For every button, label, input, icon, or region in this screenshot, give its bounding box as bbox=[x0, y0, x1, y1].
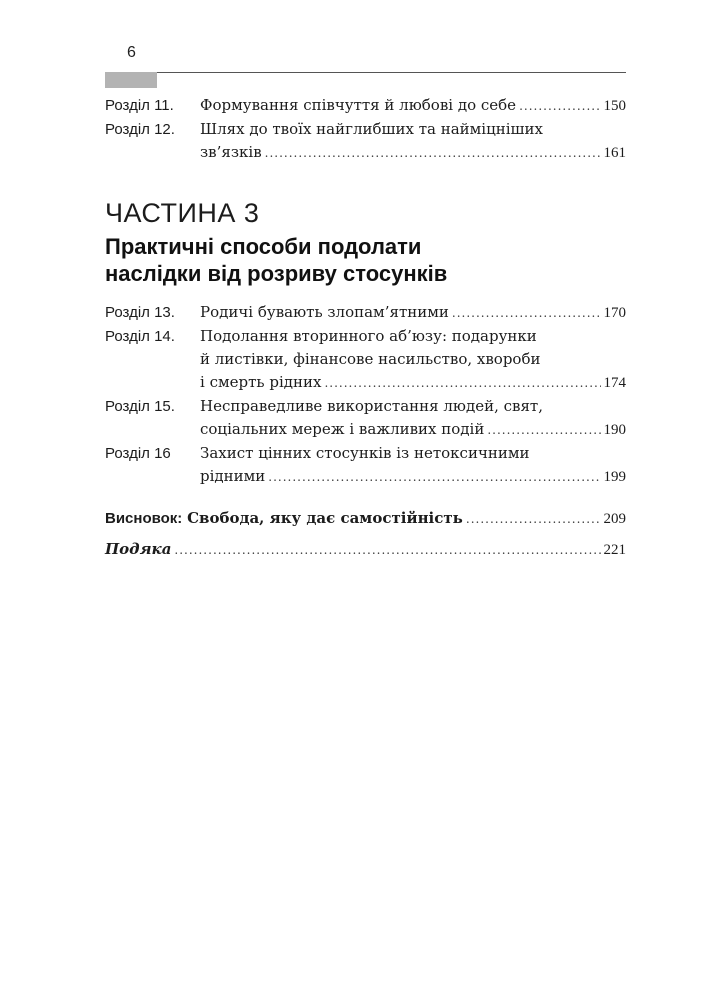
chapter-number: Розділ 15. bbox=[105, 398, 175, 415]
chapter-title-line: Подолання вторинного аб’юзу: подарунки bbox=[200, 327, 537, 345]
toc-entry-chapter-13[interactable] bbox=[105, 301, 626, 325]
toc-section-top bbox=[105, 94, 626, 165]
conclusion-label: Висновок: bbox=[105, 510, 183, 527]
dot-leader bbox=[487, 419, 600, 442]
toc-entry-chapter-11[interactable] bbox=[105, 94, 626, 118]
toc-entry-chapter-15[interactable] bbox=[105, 395, 626, 442]
chapter-number: Розділ 13. bbox=[105, 304, 175, 321]
toc-entry-thanks[interactable] bbox=[105, 538, 626, 562]
chapter-number: Розділ 12. bbox=[105, 121, 175, 138]
chapter-title: Формування співчуття й любові до себе bbox=[200, 96, 517, 114]
chapter-title-line: й листівки, фінансове насильство, хвороби bbox=[200, 350, 541, 368]
toc-entry-chapter-14[interactable] bbox=[105, 325, 626, 395]
chapter-number: Розділ 14. bbox=[105, 328, 175, 345]
toc-entry-chapter-16[interactable] bbox=[105, 442, 626, 489]
header-rule bbox=[105, 72, 626, 73]
dot-leader bbox=[519, 95, 600, 118]
dot-leader bbox=[174, 539, 600, 562]
dot-leader bbox=[466, 508, 601, 531]
chapter-title: і смерть рідних bbox=[200, 373, 322, 391]
toc-entry-chapter-12[interactable] bbox=[105, 118, 626, 165]
chapter-title: соціальних мереж і важливих подій bbox=[200, 420, 485, 438]
toc-conclusion bbox=[105, 507, 626, 531]
page-ref: 190 bbox=[603, 422, 626, 438]
toc-section-part3 bbox=[105, 301, 626, 489]
chapter-title-line: Несправедливе використання людей, свят, bbox=[200, 397, 544, 415]
header-tab bbox=[105, 72, 157, 88]
page-number: 6 bbox=[127, 44, 136, 61]
thanks-title: Подяка bbox=[105, 540, 172, 558]
chapter-number: Розділ 16 bbox=[105, 445, 171, 462]
chapter-number: Розділ 11. bbox=[105, 97, 174, 114]
chapter-title: зв’язків bbox=[200, 143, 262, 161]
toc-entry-conclusion[interactable] bbox=[105, 507, 626, 531]
dot-leader bbox=[265, 142, 601, 165]
page-ref: 150 bbox=[603, 98, 626, 114]
page-ref: 174 bbox=[603, 375, 626, 391]
chapter-title-line: Захист цінних стосунків із нетоксичними bbox=[200, 444, 530, 462]
conclusion-title: Свобода, яку дає самостійність bbox=[187, 509, 463, 527]
chapter-title-line: Шлях до твоїх найглибших та наймiцніших bbox=[200, 120, 543, 138]
page-ref: 221 bbox=[603, 542, 626, 558]
chapter-title: Родичі бувають злопам’ятними bbox=[200, 303, 449, 321]
chapter-title: рідними bbox=[200, 467, 266, 485]
part-title-line-2: наслідки від розриву стосунків bbox=[105, 261, 448, 286]
part-title-line-1: Практичні способи подолати bbox=[105, 234, 422, 259]
page-ref: 170 bbox=[603, 305, 626, 321]
dot-leader bbox=[452, 302, 601, 325]
page-ref: 161 bbox=[603, 145, 626, 161]
part-label: ЧАСТИНА 3 bbox=[105, 198, 260, 228]
toc-thanks bbox=[105, 538, 626, 562]
part-title bbox=[105, 233, 626, 287]
dot-leader bbox=[324, 372, 600, 395]
page-ref: 199 bbox=[603, 469, 626, 485]
page-ref: 209 bbox=[603, 511, 626, 527]
dot-leader bbox=[268, 466, 600, 489]
